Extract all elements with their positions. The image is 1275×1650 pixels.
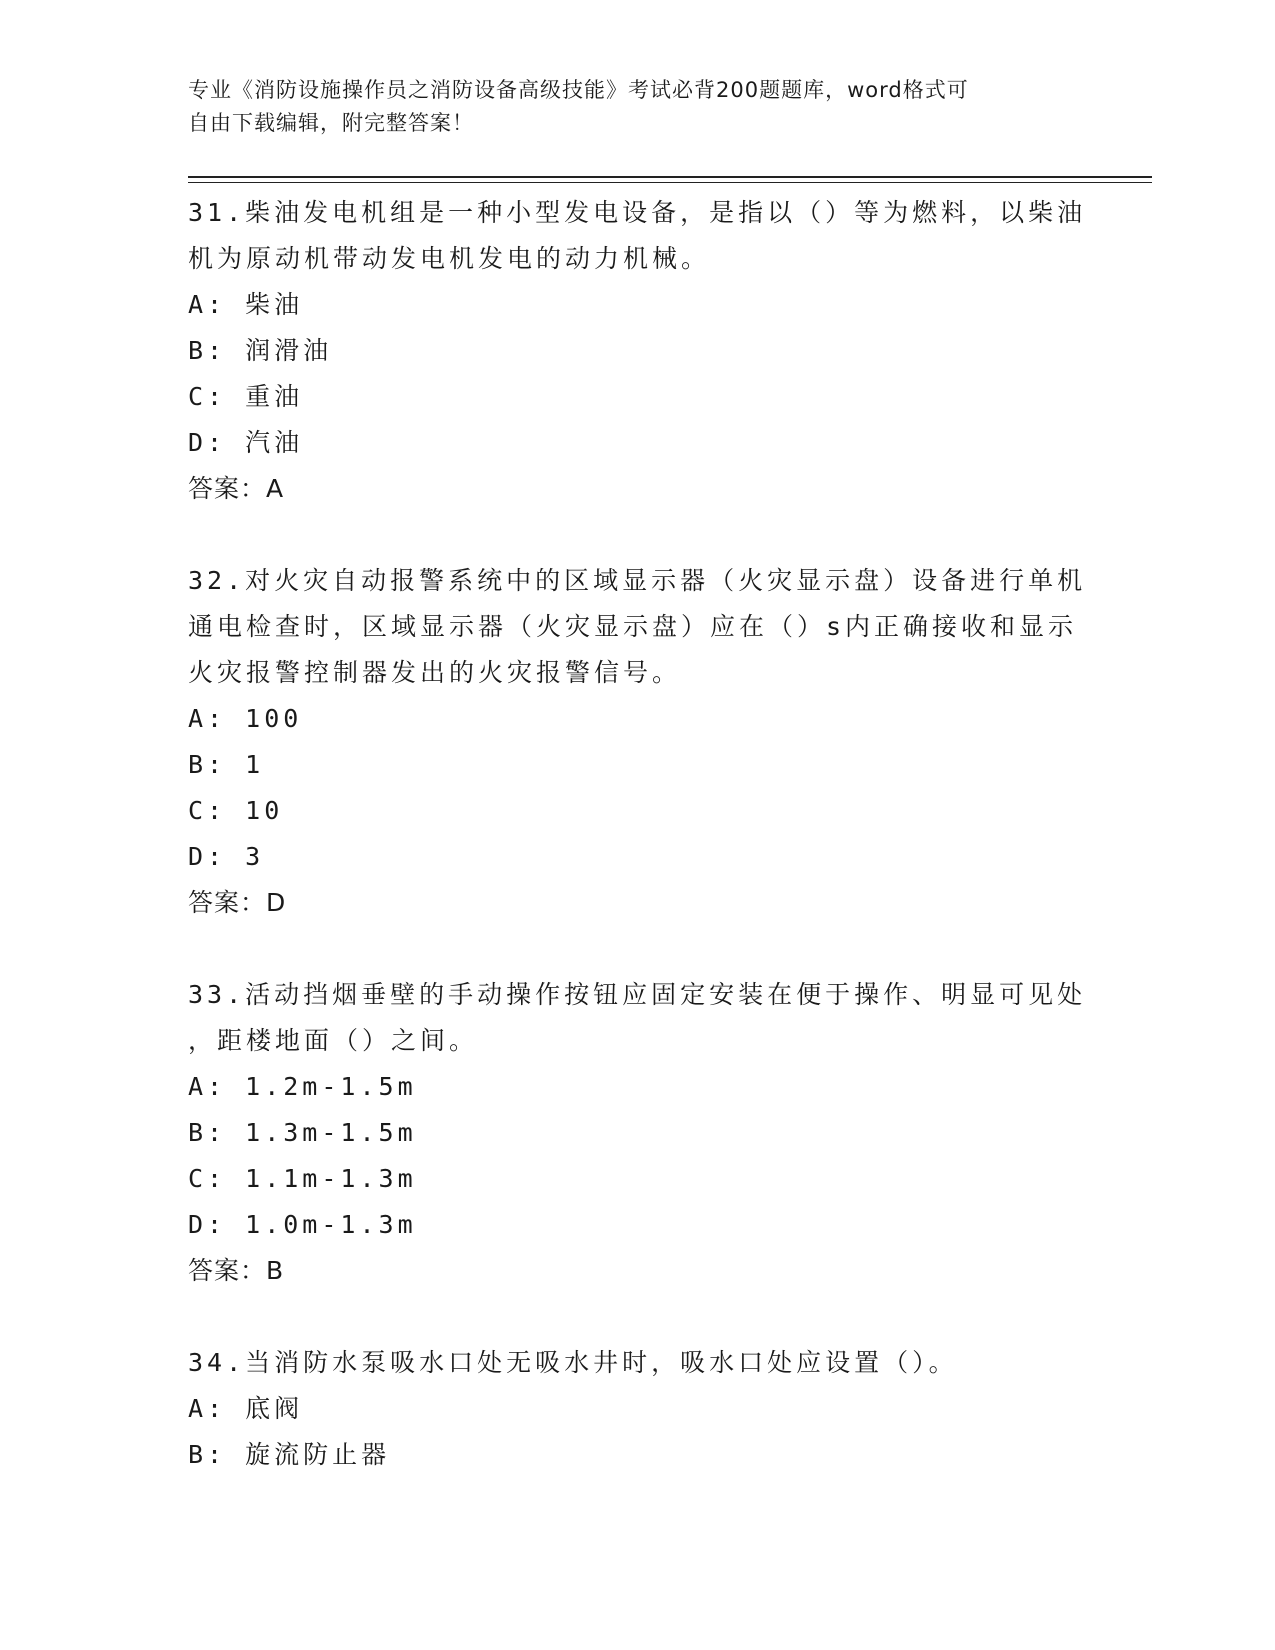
answer: 答案：B bbox=[188, 1256, 285, 1285]
question-31 bbox=[188, 190, 1088, 512]
answer: 答案：A bbox=[188, 474, 285, 503]
option-b: B: 润滑油 bbox=[188, 336, 333, 365]
question-33 bbox=[188, 972, 1088, 1294]
option-c: C: 10 bbox=[188, 796, 284, 825]
question-text-line: ，距楼地面（）之间。 bbox=[188, 1026, 479, 1055]
question-text-line: 34.当消防水泵吸水口处无吸水井时，吸水口处应设置（）。 bbox=[188, 1348, 958, 1377]
option-b: B: 1 bbox=[188, 750, 265, 779]
question-spacer bbox=[188, 512, 1088, 558]
document-header bbox=[188, 74, 1068, 140]
question-text-line: 33.活动挡烟垂壁的手动操作按钮应固定安装在便于操作、明显可见处 bbox=[188, 980, 1087, 1009]
question-text-line: 机为原动机带动发电机发电的动力机械。 bbox=[188, 244, 711, 273]
header-line-2: 自由下载编辑，附完整答案！ bbox=[188, 111, 474, 135]
option-a: A: 100 bbox=[188, 704, 303, 733]
question-34 bbox=[188, 1340, 1088, 1478]
option-d: D: 3 bbox=[188, 842, 265, 871]
header-divider-thin bbox=[188, 182, 1152, 183]
option-c: C: 重油 bbox=[188, 382, 304, 411]
option-b: B: 旋流防止器 bbox=[188, 1440, 391, 1469]
question-text-line: 32.对火灾自动报警系统中的区域显示器（火灾显示盘）设备进行单机 bbox=[188, 566, 1087, 595]
question-text-line: 通电检查时，区域显示器（火灾显示盘）应在（）s内正确接收和显示 bbox=[188, 612, 1078, 641]
question-text-line: 火灾报警控制器发出的火灾报警信号。 bbox=[188, 658, 682, 687]
option-b: B: 1.3m-1.5m bbox=[188, 1118, 417, 1147]
question-spacer bbox=[188, 926, 1088, 972]
option-a: A: 柴油 bbox=[188, 290, 304, 319]
option-a: A: 1.2m-1.5m bbox=[188, 1072, 417, 1101]
question-text-line: 31.柴油发电机组是一种小型发电设备，是指以（）等为燃料，以柴油 bbox=[188, 198, 1087, 227]
header-line-1: 专业《消防设施操作员之消防设备高级技能》考试必背200题题库，word格式可 bbox=[188, 78, 969, 102]
option-c: C: 1.1m-1.3m bbox=[188, 1164, 417, 1193]
header-divider-thick bbox=[188, 176, 1152, 178]
question-list bbox=[188, 190, 1088, 1478]
option-d: D: 汽油 bbox=[188, 428, 304, 457]
answer: 答案：D bbox=[188, 888, 287, 917]
question-spacer bbox=[188, 1294, 1088, 1340]
option-a: A: 底阀 bbox=[188, 1394, 304, 1423]
option-d: D: 1.0m-1.3m bbox=[188, 1210, 417, 1239]
question-32 bbox=[188, 558, 1088, 926]
